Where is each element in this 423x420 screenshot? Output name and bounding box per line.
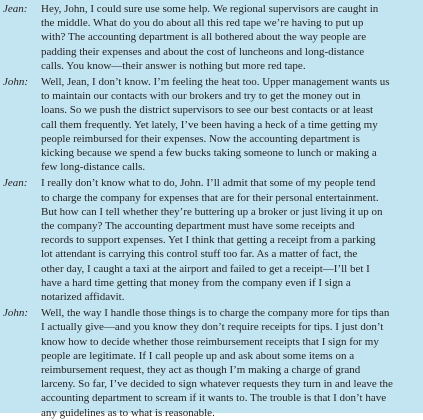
speech-line: records to support expenses. Yet I think that getting a receipt from a parking [41, 234, 376, 247]
speech-line: call them frequently. Yet lately, I’ve been having a heck of a time getting my [41, 118, 378, 131]
speaker-label: John: [3, 307, 29, 320]
dialogue-turn-jean-1 [3, 2, 419, 73]
speech-line: Hey, John, I could sure use some help. We regional supervisors are caught in [41, 3, 379, 15]
speech-line: Well, Jean, I don’t know. I’m feeling the heat too. Upper management wants us [41, 76, 390, 89]
speech-line: to charge the company for expenses that are for their personal entertainment. [41, 191, 379, 204]
speech-text [41, 306, 419, 420]
speech-line: I really don’t know what to do, John. I’ll admit that some of my people tend [41, 177, 376, 190]
speech-line: calls. You know—their answer is nothing but more red tape. [41, 59, 306, 72]
speech-line: larceny. So far, I’ve decided to sign whatever requests they turn in and leave the [41, 378, 393, 391]
speech-line: kicking because we spend a few bucks taking someone to lunch or making a [41, 147, 377, 160]
speech-line: the middle. What do you do about all this red tape we’re having to put up [41, 17, 364, 30]
speech-text [41, 2, 419, 73]
speech-line: people are legitimate. If I call people up and ask about some items on a [41, 349, 355, 362]
speaker-label: Jean: [3, 3, 28, 15]
speech-line: have a hard time getting that money from the company even if I sign a [41, 276, 351, 289]
dialogue-turn-john-2 [3, 306, 419, 420]
speech-line: But how can I tell whether they’re buttering up a broker or just living it up on [41, 205, 383, 218]
speech-line: the company? The accounting department must have some receipts and [41, 220, 355, 233]
speech-line: reimbursement request, they act as though I’m making a charge of grand [41, 364, 361, 377]
speech-line: accounting department to scream if it wants to. The trouble is that I don’t have [41, 392, 387, 405]
speech-line: loans. So we push the district supervisors to see our best contacts or at least [41, 104, 374, 117]
speech-line: to maintain our contacts with our brokers and try to get the money out in [41, 90, 361, 103]
speech-line: other day, I caught a taxi at the airport and failed to get a receipt—I’ll bet I [41, 262, 370, 275]
dialogue-turn-jean-2 [3, 176, 419, 304]
speech-line: padding their expenses and about the cost of luncheons and long-distance [41, 45, 365, 58]
speaker-label: John: [3, 76, 29, 89]
speaker-label: Jean: [3, 177, 28, 190]
speech-line: any guidelines as to what is reasonable. [41, 406, 215, 419]
speech-line: I actually give—and you know they don’t require receipts for tips. I just don’t [41, 321, 384, 334]
speech-text [41, 176, 419, 304]
speech-line: Well, the way I handle those things is to charge the company more for tips than [41, 307, 390, 320]
speech-line: know how to decide whether those reimbursement receipts that I sign for my [41, 335, 379, 348]
speech-line: people reimbursed for their expenses. Now the accounting department is [41, 132, 360, 145]
speech-line: lot attendant is carrying this control stuff too far. As a matter of fact, the [41, 248, 358, 261]
dialogue-turn-john-1 [3, 75, 419, 174]
speech-line: notarized affidavit. [41, 291, 125, 304]
speech-line: with? The accounting department is all bothered about the way people are [41, 31, 367, 44]
speech-line: few long-distance calls. [41, 161, 146, 174]
speech-text [41, 75, 419, 174]
